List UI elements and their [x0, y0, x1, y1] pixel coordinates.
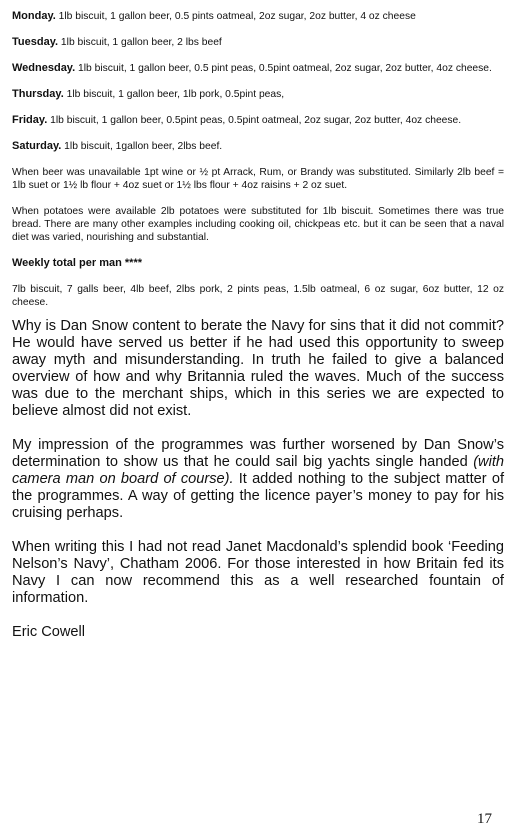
- note-potatoes: When potatoes were available 2lb potatoes were substituted for 1lb biscuit. Sometimes there was true bread. There are many other examples including cooking oil, chickpeas etc. but it can be seen that a naval diet was varied, nourishing and substantial.: [12, 206, 504, 243]
- menu-monday-text: 1lb biscuit, 1 gallon beer, 0.5 pints oatmeal, 2oz sugar, 2oz butter, 4 oz cheese: [55, 11, 416, 22]
- menu-friday: [12, 114, 504, 127]
- day-label-thursday: Thursday.: [12, 88, 64, 100]
- note-beer-substitute: When beer was unavailable 1pt wine or ½ pt Arrack, Rum, or Brandy was substituted. Similarly 2lb beef = 1lb suet or 1½ lb flour + 4oz suet or 1½ lbs flour + 4oz raisins + 2 oz suet.: [12, 167, 504, 191]
- body-paragraph-1: Why is Dan Snow content to berate the Navy for sins that it did not commit? He would have served us better if he had used this opportunity to sweep away myth and misunderstanding. In truth he failed to give a balanced overview of how and why Britannia ruled the waves. Much of the success was due to the merchant ships, which in this series we are expected to believe almost did not exist.: [12, 318, 504, 419]
- author-signature: Eric Cowell: [12, 624, 85, 640]
- body-paragraph-2-end: It added nothing to the subject matter of the programmes. A way of getting the licence payer’s money to pay for his cruising perhaps.: [12, 471, 505, 521]
- weekly-total-heading-text: Weekly total per man ****: [12, 257, 143, 269]
- day-label-monday: Monday.: [12, 10, 56, 22]
- menu-thursday-text: 1lb biscuit, 1 gallon beer, 1lb pork, 0.5pint peas,: [63, 89, 285, 100]
- menu-wednesday-text: 1lb biscuit, 1 gallon beer, 0.5 pint peas, 0.5pint oatmeal, 2oz sugar, 2oz butter, 4oz cheese.: [75, 63, 492, 74]
- article-page: [12, 10, 504, 641]
- menu-saturday-text: 1lb biscuit, 1gallon beer, 2lbs beef.: [61, 141, 223, 152]
- day-label-friday: Friday.: [12, 114, 48, 126]
- menu-monday: [12, 10, 504, 23]
- page-number: 17: [477, 811, 492, 827]
- menu-saturday: [12, 140, 504, 153]
- day-label-tuesday: Tuesday.: [12, 36, 59, 48]
- day-label-saturday: Saturday.: [12, 140, 62, 152]
- body-paragraph-2-italic: (with camera man on board of course).: [12, 454, 504, 487]
- menu-tuesday: [12, 36, 504, 49]
- menu-friday-text: 1lb biscuit, 1 gallon beer, 0.5pint peas, 0.5pint oatmeal, 2oz sugar, 2oz butter, 4oz cheese.: [47, 115, 462, 126]
- body-paragraph-2: [12, 437, 504, 522]
- menu-wednesday: [12, 62, 504, 75]
- body-paragraph-2-start: My impression of the programmes was further worsened by Dan Snow’s determination to show us that he could sail big yachts single handed: [12, 437, 504, 470]
- body-paragraph-3: When writing this I had not read Janet Macdonald’s splendid book ‘Feeding Nelson’s Navy’, Chatham 2006. For those interested in how Britain fed its Navy I can now recommend this as a well researched fountain of information.: [12, 539, 504, 606]
- day-label-wednesday: Wednesday.: [12, 62, 76, 74]
- menu-thursday: [12, 88, 504, 101]
- menu-tuesday-text: 1lb biscuit, 1 gallon beer, 2 lbs beef: [58, 37, 222, 48]
- weekly-total-text: 7lb biscuit, 7 galls beer, 4lb beef, 2lbs pork, 2 pints peas, 1.5lb oatmeal, 6 oz sugar, 6oz butter, 12 oz cheese.: [12, 284, 504, 308]
- weekly-total-heading: [12, 257, 504, 270]
